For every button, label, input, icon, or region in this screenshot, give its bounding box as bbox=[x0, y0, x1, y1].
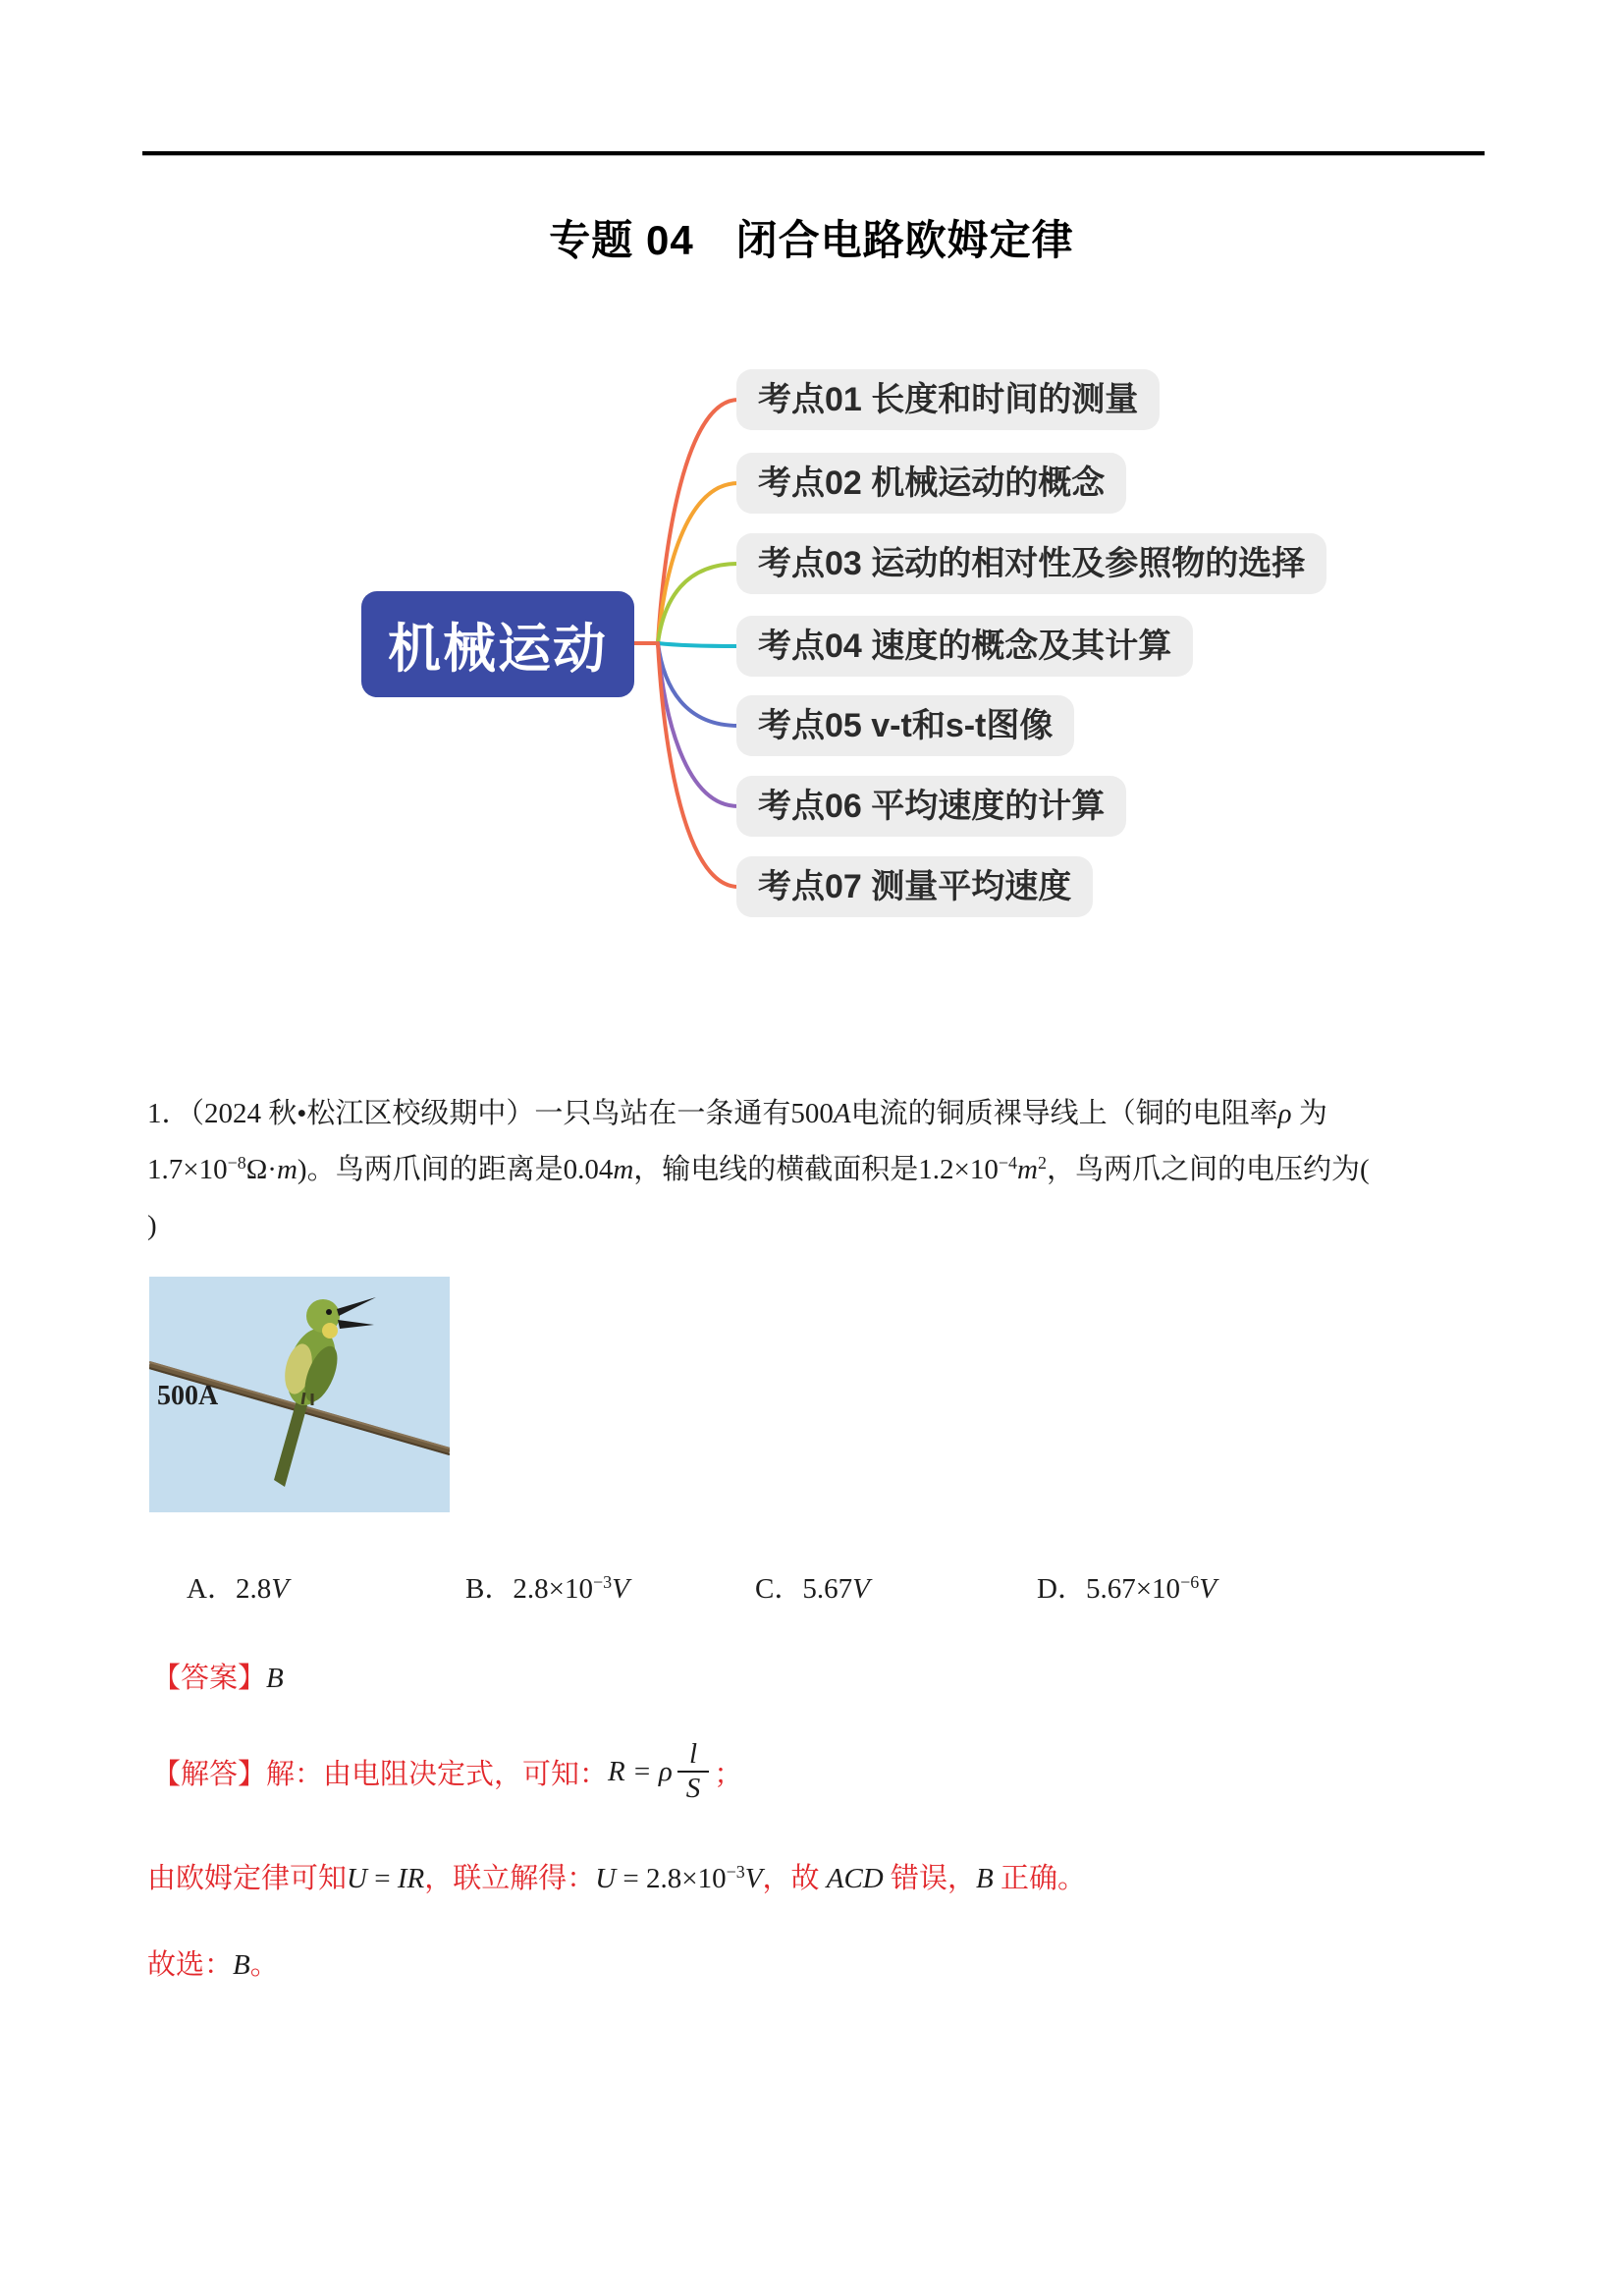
voltage-value: = 2.8×10 bbox=[616, 1863, 727, 1894]
mindmap-node-label: 考点01 长度和时间的测量 bbox=[758, 381, 1139, 418]
current-label: 500A bbox=[157, 1381, 219, 1411]
question-text: 为 bbox=[1291, 1098, 1327, 1129]
mindmap-node-02 bbox=[736, 453, 1126, 514]
fraction-l-over-s bbox=[677, 1738, 710, 1806]
meter-unit: m bbox=[1017, 1154, 1038, 1185]
option-letter: C． bbox=[755, 1573, 803, 1605]
exponent: −6 bbox=[1180, 1572, 1200, 1593]
bird-on-wire-figure bbox=[149, 1277, 450, 1512]
question-text: ，鸟两爪之间的电压约为( bbox=[1046, 1154, 1370, 1185]
question-line-3 bbox=[147, 1204, 1502, 1247]
option-value: 5.67 bbox=[802, 1573, 853, 1605]
question-text: ，输电线的横截面积是 bbox=[633, 1154, 919, 1185]
meter-unit: m bbox=[613, 1154, 634, 1185]
question-line-1 bbox=[147, 1092, 1502, 1135]
option-b bbox=[465, 1566, 629, 1607]
volt-unit: V bbox=[852, 1573, 870, 1605]
wrong-options: ACD bbox=[826, 1863, 884, 1894]
option-letter: B． bbox=[465, 1573, 514, 1605]
exponent: −3 bbox=[592, 1572, 613, 1593]
semicolon: ； bbox=[714, 1758, 743, 1790]
current-value: 500 bbox=[790, 1098, 834, 1129]
volt-unit: V bbox=[744, 1863, 763, 1894]
page-title: 专题 04 闭合电路欧姆定律 bbox=[549, 217, 1074, 263]
explain-text: 正确。 bbox=[993, 1863, 1086, 1894]
mindmap-node-label: 考点04 速度的概念及其计算 bbox=[758, 628, 1172, 665]
voltage-symbol: U bbox=[595, 1863, 617, 1894]
option-d bbox=[1037, 1566, 1217, 1607]
chosen-option: B bbox=[233, 1949, 250, 1981]
current-unit: A bbox=[833, 1098, 851, 1129]
fraction-numerator: l bbox=[677, 1738, 710, 1773]
volt-unit: V bbox=[271, 1573, 289, 1605]
correct-option: B bbox=[976, 1863, 994, 1894]
resistivity-value: 1.7×10 bbox=[147, 1154, 228, 1185]
question-text: ) bbox=[147, 1210, 157, 1241]
option-value: 2.8 bbox=[235, 1573, 272, 1605]
option-letter: D． bbox=[1037, 1573, 1086, 1605]
mindmap-node-label: 考点07 测量平均速度 bbox=[758, 868, 1072, 905]
explain-text: ，故 bbox=[762, 1863, 827, 1894]
mindmap-node-03 bbox=[736, 533, 1326, 594]
explain-lead: 解：由电阻决定式，可知： bbox=[266, 1758, 609, 1790]
mindmap-node-06 bbox=[736, 776, 1126, 837]
explain-text: 由欧姆定律可知 bbox=[147, 1863, 348, 1894]
answer-tag: 【答案】 bbox=[152, 1663, 267, 1694]
exponent: −3 bbox=[726, 1862, 745, 1883]
period: 。 bbox=[249, 1949, 279, 1981]
mindmap-node-04 bbox=[736, 616, 1193, 677]
distance-value: 0.04 bbox=[563, 1154, 614, 1185]
mindmap-root-node bbox=[361, 591, 634, 697]
volt-unit: V bbox=[1199, 1573, 1217, 1605]
conclusion-text: 故选： bbox=[147, 1949, 234, 1981]
option-a bbox=[187, 1566, 289, 1607]
explanation-line-1 bbox=[152, 1736, 742, 1807]
mindmap-node-01 bbox=[736, 369, 1160, 430]
option-value: 2.8×10 bbox=[513, 1573, 593, 1605]
header-rule bbox=[142, 151, 1485, 156]
rho-symbol: ρ bbox=[1277, 1098, 1292, 1129]
mindmap-node-05 bbox=[736, 695, 1074, 756]
explain-text: 错误， bbox=[883, 1863, 977, 1894]
resistance-formula: R = ρ bbox=[608, 1755, 673, 1787]
ohms-law-formula: IR bbox=[397, 1863, 425, 1894]
exponent: −8 bbox=[227, 1153, 246, 1174]
question-text: 1．（2024 秋•松江区校级期中）一只鸟站在一条通有 bbox=[147, 1098, 791, 1129]
explain-tag: 【解答】 bbox=[152, 1758, 267, 1790]
volt-unit: V bbox=[612, 1573, 629, 1605]
area-value: 1.2×10 bbox=[918, 1154, 999, 1185]
mindmap-node-label: 考点03 运动的相对性及参照物的选择 bbox=[758, 545, 1306, 582]
option-value: 5.67×10 bbox=[1085, 1573, 1181, 1605]
mindmap bbox=[361, 363, 1343, 933]
mindmap-node-label: 考点02 机械运动的概念 bbox=[758, 465, 1106, 502]
answer-value: B bbox=[266, 1663, 284, 1694]
equals: = bbox=[366, 1863, 398, 1894]
question-line-2 bbox=[147, 1148, 1502, 1194]
exponent: 2 bbox=[1037, 1153, 1047, 1174]
mindmap-node-label: 考点06 平均速度的计算 bbox=[758, 788, 1106, 825]
question-text: 电流的铜质裸导线上（铜的电阻率 bbox=[850, 1098, 1278, 1129]
conclusion-line bbox=[147, 1942, 279, 1983]
voltage-symbol: U bbox=[347, 1863, 367, 1894]
explain-text: ，联立解得： bbox=[424, 1863, 596, 1894]
exponent: −4 bbox=[998, 1153, 1018, 1174]
explanation-line-2 bbox=[147, 1856, 1086, 1896]
option-letter: A． bbox=[187, 1573, 236, 1605]
mindmap-root-label: 机械运动 bbox=[388, 619, 608, 679]
ohm-unit: Ω· bbox=[245, 1154, 277, 1185]
option-c bbox=[755, 1566, 870, 1607]
fraction-denominator: S bbox=[685, 1773, 701, 1804]
mindmap-node-label: 考点05 v-t和s-t图像 bbox=[758, 707, 1054, 744]
answer-line bbox=[152, 1656, 284, 1696]
question-text: )。鸟两爪间的距离是 bbox=[297, 1154, 564, 1185]
mindmap-node-07 bbox=[736, 856, 1093, 917]
meter-unit: m bbox=[276, 1154, 298, 1185]
